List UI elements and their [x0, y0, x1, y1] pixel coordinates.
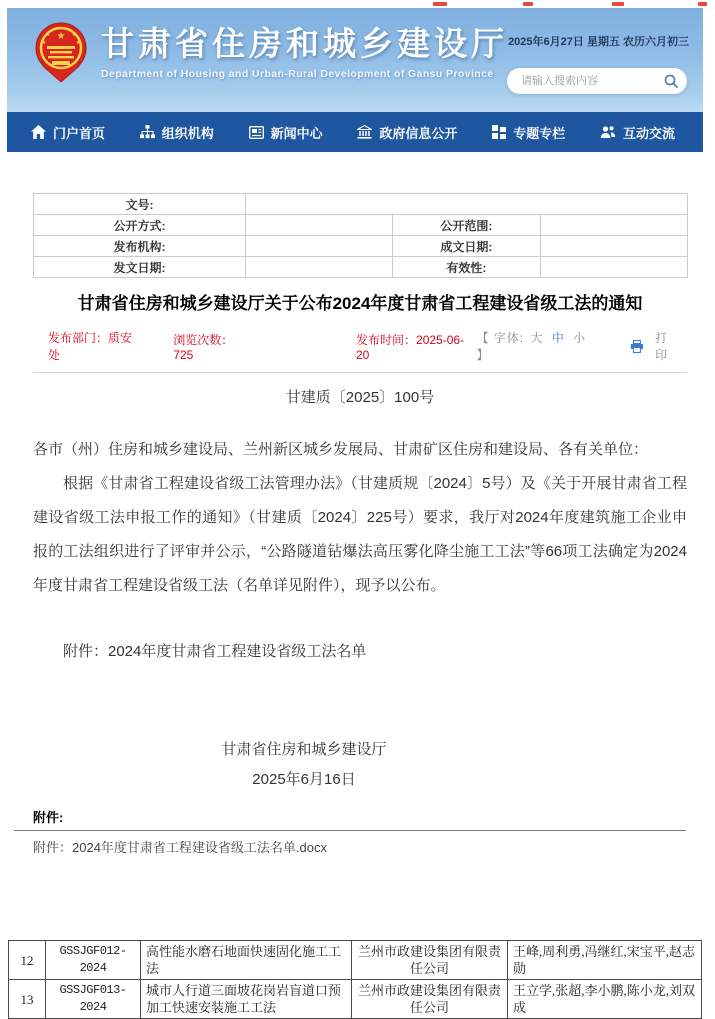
article-content [7, 193, 703, 1019]
print-button[interactable] [630, 329, 673, 363]
field-label-open-scope: 公开范围: [393, 215, 540, 236]
font-label: 【 字体: [476, 331, 525, 345]
field-label-issuing-org: 发布机构: [34, 236, 246, 257]
page-wrapper [7, 8, 703, 1019]
signature-block [33, 735, 687, 795]
field-label-doc-number: 文号: [34, 194, 246, 215]
cell-row-number: 13 [9, 980, 46, 1019]
svg-text:★: ★ [45, 32, 51, 38]
svg-text:★: ★ [41, 40, 47, 46]
cell-company: 兰州市政建设集团有限责任公司 [352, 980, 508, 1019]
meta-divider [33, 372, 687, 373]
nav-item-label: 互动交流 [622, 125, 675, 141]
doc-info-row [34, 236, 688, 257]
site-brand[interactable] [35, 22, 508, 82]
font-label-close: 】 [476, 348, 490, 362]
field-value-doc-number [245, 194, 687, 215]
field-value-issuing-org [245, 236, 392, 257]
meta-views: 浏览次数： 725 [173, 332, 234, 362]
table-row [9, 941, 702, 980]
field-value-open-scope [540, 215, 687, 236]
nav-item-interaction[interactable] [600, 123, 675, 142]
font-size-control [476, 329, 604, 363]
printer-icon [630, 340, 644, 353]
meta-department: 发布部门：质安处 [48, 331, 133, 362]
sitemap-icon [140, 125, 155, 139]
nav-item-label: 专题专栏 [513, 125, 566, 141]
cell-people: 王立学,张超,李小鹏,陈小龙,刘双成 [508, 980, 702, 1019]
attachments-section [14, 807, 687, 857]
artifact-mark [698, 2, 707, 6]
nav-item-news[interactable] [249, 123, 323, 142]
cell-people: 王峰,周利勇,冯继红,宋宝平,赵志勋 [508, 941, 702, 980]
article-body [33, 433, 687, 669]
doc-info-row [34, 215, 688, 236]
date-line: 2025年6月27日 星期五 农历六月初三 [508, 36, 689, 48]
site-title: 甘肃省住房和城乡建设厅 [101, 25, 508, 62]
nav-item-label: 组织机构 [161, 125, 214, 141]
browser-artifact-strip [0, 0, 715, 8]
doc-info-row [34, 194, 688, 215]
font-size-small-button[interactable]: 小 [573, 331, 587, 345]
search-input[interactable] [521, 75, 663, 87]
font-size-large-button[interactable]: 大 [530, 331, 544, 345]
brand-text [101, 24, 508, 80]
attachments-divider [14, 830, 686, 831]
salutation: 各市（州）住房和城乡建设局、兰州新区城乡发展局、甘肃矿区住房和建设局、各有关单位： [33, 441, 649, 458]
cell-method-code: GSSJGF013-2024 [46, 980, 141, 1019]
doc-info-row [34, 257, 688, 278]
attachment-file-link[interactable]: 附件：2024年度甘肃省工程建设省级工法名单.docx [33, 840, 327, 855]
field-value-validity [540, 257, 687, 278]
print-label: 打印 [655, 331, 668, 362]
field-value-issue-date [245, 257, 392, 278]
nav-item-label: 门户首页 [53, 125, 106, 141]
cell-company: 兰州市政建设集团有限责任公司 [352, 941, 508, 980]
field-label-written-date: 成文日期: [393, 236, 540, 257]
nav-item-label: 政府信息公开 [379, 125, 458, 141]
search-icon[interactable] [663, 73, 679, 89]
nav-item-home[interactable] [31, 123, 105, 142]
site-subtitle: Department of Housing and Urban-Rural Development of Gansu Province [101, 68, 494, 80]
svg-text:★: ★ [56, 31, 66, 42]
home-icon [31, 125, 46, 139]
meta-publish-time: 发布时间：2025-06-20 [356, 332, 465, 362]
search-box [507, 68, 687, 94]
field-label-issue-date: 发文日期: [34, 257, 246, 278]
nav-item-special-topics[interactable] [492, 123, 565, 142]
meta-tools [476, 329, 673, 363]
svg-text:★: ★ [71, 32, 77, 38]
cell-row-number: 12 [9, 941, 46, 980]
gov-building-icon [357, 125, 372, 139]
field-value-written-date [540, 236, 687, 257]
doc-info-table [33, 193, 688, 278]
main-nav [7, 112, 703, 152]
artifact-mark [612, 2, 624, 6]
article-meta [33, 329, 687, 363]
people-icon [600, 125, 616, 139]
cell-method-name: 高性能水磨石地面快速固化施工工法 [141, 941, 352, 980]
cell-method-code: GSSJGF012-2024 [46, 941, 141, 980]
body-paragraph: 根据《甘肃省工程建设省级工法管理办法》（甘建质规〔2024〕5号）及《关于开展甘肃省工程建设省级工法申报工作的通知》（甘建质〔2024〕225号）要求，我厅对2024年度建筑施工企业申报的工法组织进行了评审并公示，“公路隧道钻爆法高压雾化降尘施工工法”等66项工法确定为2024年度甘肃省工程建设省级工法（名单详见附件），现予以公布。 [33, 475, 687, 594]
page-title: 甘肃省住房和城乡建设厅关于公布2024年度甘肃省工程建设省级工法的通知 [77, 294, 643, 313]
news-icon [249, 126, 264, 139]
national-emblem-icon [35, 22, 87, 82]
methods-table [8, 940, 702, 1019]
cell-method-name: 城市人行道三面坡花岗岩盲道口预加工快速安装施工工法 [141, 980, 352, 1019]
site-header [7, 8, 703, 112]
artifact-mark [433, 2, 447, 6]
table-row [9, 980, 702, 1019]
attachment-reference: 附件：2024年度甘肃省工程建设省级工法名单 [63, 643, 367, 660]
field-value-open-method [245, 215, 392, 236]
document-number: 甘建质〔2025〕100号 [285, 389, 435, 406]
field-label-validity: 有效性: [393, 257, 540, 278]
font-size-medium-button[interactable]: 中 [551, 331, 565, 345]
attachments-heading: 附件: [33, 810, 64, 825]
signature-org: 甘肃省住房和城乡建设厅 [221, 741, 387, 758]
grid-icon [492, 125, 506, 139]
svg-text:★: ★ [75, 40, 81, 46]
signature-date: 2025年6月16日 [252, 771, 356, 788]
nav-item-label: 新闻中心 [270, 125, 323, 141]
field-label-open-method: 公开方式: [34, 215, 246, 236]
artifact-mark [523, 2, 533, 6]
nav-item-gov-info[interactable] [357, 123, 457, 142]
nav-item-organization[interactable] [140, 123, 214, 142]
